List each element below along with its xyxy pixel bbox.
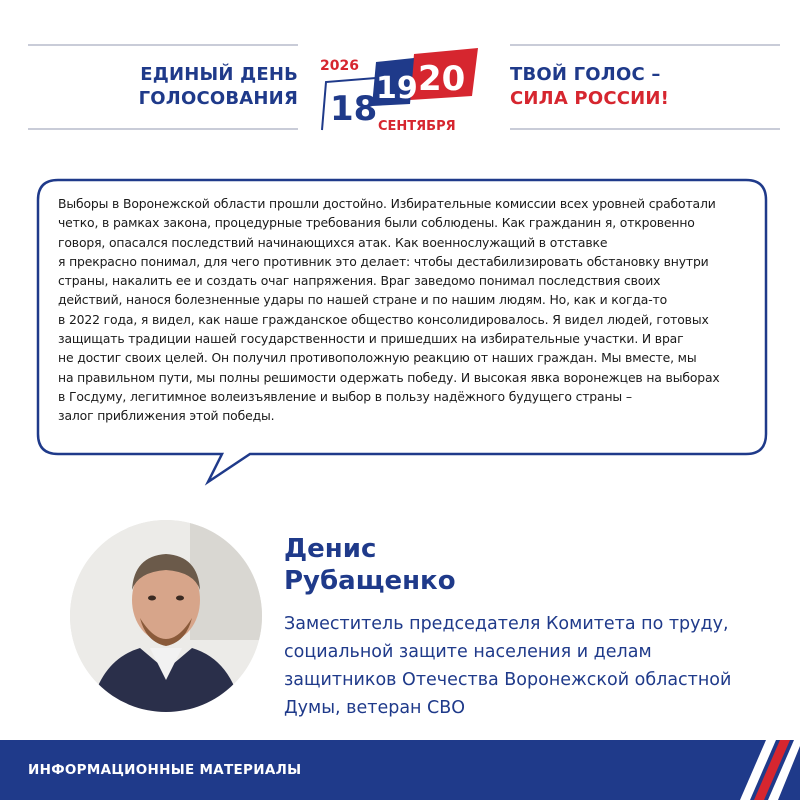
person-name — [284, 533, 456, 597]
flag-stripes-icon — [680, 740, 800, 800]
logo-day2: 19 — [376, 71, 418, 106]
logo-month: СЕНТЯБРЯ — [378, 119, 456, 134]
header-left-line2: ГОЛОСОВАНИЯ — [138, 88, 298, 109]
footer-label: ИНФОРМАЦИОННЫЕ МАТЕРИАЛЫ — [28, 762, 302, 778]
logo-day3: 20 — [418, 59, 466, 99]
person-position: Заместитель председателя Комитета по труду, социальной защите населения и делам защитников Отечества Воронежской областной Думы, ветеран СВО — [284, 614, 732, 718]
person-first-name: Денис — [284, 534, 377, 564]
portrait-icon — [70, 520, 262, 712]
portrait-photo — [70, 520, 262, 712]
quote-text: Выборы в Воронежской области прошли достойно. Избирательные комиссии всех уровней сработали четко, в рамках закона, процедурные требования были соблюдены. Как гражданин я, откровенно говоря, опасался последствий начинающихся атак. Как военнослужащий в отставке я прекрасно понимал, для чего противник это делает: чтобы дестабилизировать обстановку внутри страны, накалить ее и создать очаг напряжения. Враг заведомо понимал последствия своих действий, нанося болезненные удары по нашей стране и по нашим людям. Но, как и когда-то в 2022 года, я видел, как наше гражданское общество консолидировалось. Я видел людей, готовых защищать традиции нашей государственности и пришедших на избирательные участки. И враг не достиг своих целей. Он получил противоположную реакцию от наших граждан. Мы вместе, мы на правильном пути, мы полны решимости одержать победу. И высокая явка воронежцев на выборах в Госдуму, легитимное волеизъявление и выбор в пользу надёжного будущего страны – залог приближения этой победы. — [58, 196, 720, 424]
header-right-line2: СИЛА РОССИИ! — [510, 88, 670, 109]
logo-year: 2026 — [320, 58, 359, 74]
header-left-line1: ЕДИНЫЙ ДЕНЬ — [140, 64, 298, 85]
header-right-line1: ТВОЙ ГОЛОС – — [510, 64, 661, 85]
footer-bar — [0, 740, 800, 800]
logo-day1: 18 — [330, 89, 378, 129]
person-last-name: Рубащенко — [284, 566, 456, 596]
